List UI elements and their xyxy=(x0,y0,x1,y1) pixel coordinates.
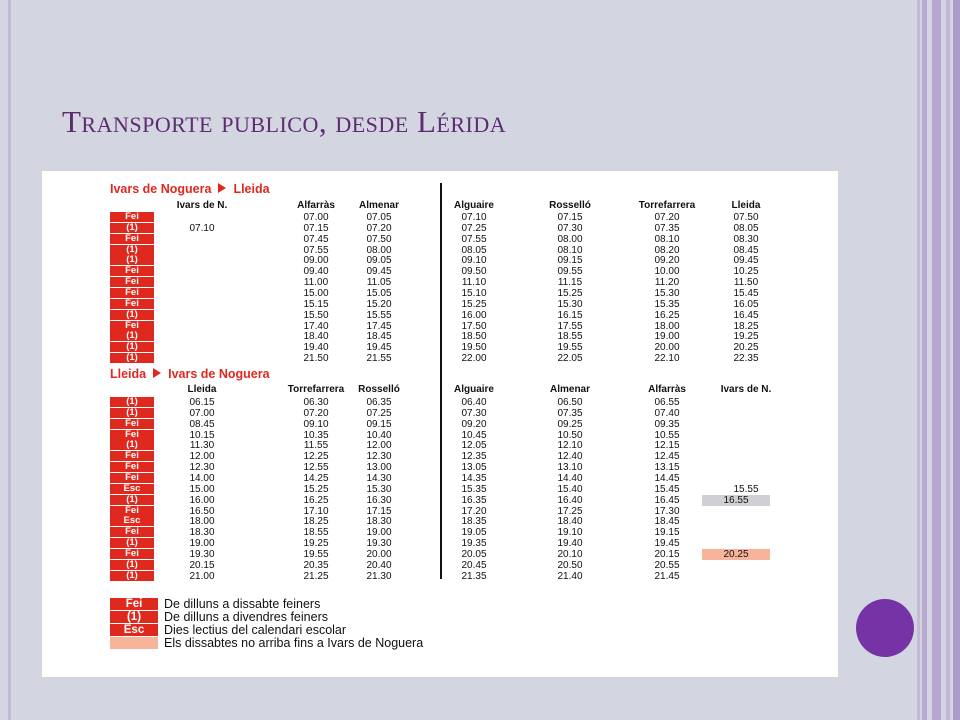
time-cell: 18.35 xyxy=(461,516,487,528)
time-cell: 16.35 xyxy=(461,494,487,506)
table-row xyxy=(42,299,838,310)
time-cell: 08.10 xyxy=(557,244,583,256)
column-header: Alguaire xyxy=(453,384,494,395)
time-cell: 09.20 xyxy=(461,418,487,430)
time-cell: 19.05 xyxy=(461,527,487,539)
column-header: Lleida xyxy=(187,384,217,395)
time-cell: 15.40 xyxy=(557,483,583,495)
time-cell: 15.35 xyxy=(461,483,487,495)
time-cell: 06.30 xyxy=(303,397,329,408)
time-cell: 16.25 xyxy=(654,309,680,321)
table-row xyxy=(42,440,838,451)
time-cell: 19.45 xyxy=(654,538,680,550)
time-cell: 18.50 xyxy=(461,331,487,343)
time-cell: 17.15 xyxy=(366,505,392,517)
table-row xyxy=(42,538,838,549)
time-cell: 19.40 xyxy=(303,342,329,354)
time-cell: 14.35 xyxy=(461,472,487,484)
table-row xyxy=(42,419,838,430)
time-cell: 16.25 xyxy=(303,494,329,506)
time-cell: 18.45 xyxy=(654,516,680,528)
time-cell: 11.30 xyxy=(189,440,215,452)
time-cell: 19.00 xyxy=(654,331,680,343)
time-cell: 07.50 xyxy=(733,212,759,223)
time-cell: 20.00 xyxy=(654,342,680,354)
time-cell: 14.00 xyxy=(189,472,215,484)
time-cell: 17.50 xyxy=(461,320,487,332)
time-cell: 07.25 xyxy=(366,407,392,419)
time-cell: 11.55 xyxy=(303,440,329,452)
time-cell: 15.25 xyxy=(461,298,487,310)
time-cell: 07.55 xyxy=(303,244,329,256)
time-cell: 12.10 xyxy=(557,440,583,452)
time-cell: 21.00 xyxy=(189,570,215,582)
time-cell: 16.05 xyxy=(733,298,759,310)
service-code-badge: Esc xyxy=(110,516,154,526)
table-row xyxy=(42,255,838,266)
time-cell: 08.05 xyxy=(733,222,759,234)
time-cell: 20.25 xyxy=(733,342,759,354)
column-header: Alguaire xyxy=(453,200,494,211)
time-cell: 19.10 xyxy=(557,527,583,539)
table-row xyxy=(42,353,838,364)
time-cell: 10.15 xyxy=(189,429,215,441)
time-cell: 15.00 xyxy=(189,483,215,495)
time-cell: 09.05 xyxy=(366,255,392,267)
table-row xyxy=(42,484,838,495)
table-row xyxy=(42,430,838,441)
time-cell: 11.50 xyxy=(733,277,759,289)
time-cell: 09.45 xyxy=(366,266,392,278)
slide-title: Transporte publico, desde Lérida xyxy=(62,104,507,139)
time-cell: 16.50 xyxy=(189,505,215,517)
time-cell: 11.05 xyxy=(366,277,392,289)
time-cell: 19.55 xyxy=(557,342,583,354)
column-header: Alfarràs xyxy=(648,384,686,395)
time-cell: 07.00 xyxy=(189,407,215,419)
time-cell: 12.25 xyxy=(303,451,329,463)
time-cell: 08.00 xyxy=(366,244,392,256)
time-cell: 12.45 xyxy=(654,451,680,463)
time-cell: 15.35 xyxy=(654,298,680,310)
time-cell: 09.40 xyxy=(303,266,329,278)
service-code-badge: (1) xyxy=(110,255,154,265)
time-cell: 10.45 xyxy=(461,429,487,441)
time-cell: 08.45 xyxy=(189,418,215,430)
time-cell: 12.00 xyxy=(366,440,392,452)
time-cell: 21.35 xyxy=(461,570,487,582)
time-cell: 07.10 xyxy=(189,222,215,234)
time-cell: 18.30 xyxy=(366,516,392,528)
column-header: Ivars de N. xyxy=(720,384,772,395)
column-header: Rosselló xyxy=(358,384,400,395)
time-cell: 20.00 xyxy=(366,548,392,560)
table-row xyxy=(42,223,838,234)
table-row xyxy=(42,560,838,571)
time-cell: 20.35 xyxy=(303,559,329,571)
time-cell: 20.10 xyxy=(557,548,583,560)
table-row xyxy=(42,451,838,462)
time-cell: 20.25 xyxy=(702,549,770,560)
time-cell: 07.30 xyxy=(461,407,487,419)
decorative-circle xyxy=(856,599,914,657)
time-cell: 12.15 xyxy=(654,440,680,452)
time-cell: 18.40 xyxy=(557,516,583,528)
time-cell: 10.35 xyxy=(303,429,329,441)
table-row xyxy=(42,234,838,245)
time-cell: 07.20 xyxy=(654,212,680,223)
column-header: Lleida xyxy=(731,200,761,211)
service-code-badge: (1) xyxy=(110,495,154,505)
timetable-image xyxy=(42,171,838,677)
time-cell: 10.40 xyxy=(366,429,392,441)
time-cell: 15.05 xyxy=(366,287,392,299)
legend-item: Els dissabtes no arriba fins a Ivars de Noguera xyxy=(110,637,423,649)
time-cell: 14.40 xyxy=(557,472,583,484)
time-cell: 18.30 xyxy=(189,527,215,539)
legend-item: (1) De dilluns a divendres feiners xyxy=(110,611,328,623)
table-row xyxy=(42,495,838,506)
service-code-badge: (1) xyxy=(110,331,154,341)
time-cell: 20.15 xyxy=(189,559,215,571)
time-cell: 19.55 xyxy=(303,548,329,560)
table-row xyxy=(42,408,838,419)
time-cell: 20.55 xyxy=(654,559,680,571)
time-cell: 16.30 xyxy=(366,494,392,506)
time-cell: 17.25 xyxy=(557,505,583,517)
time-cell: 18.25 xyxy=(303,516,329,528)
time-cell: 19.30 xyxy=(189,548,215,560)
section1-title: Ivars de Noguera Lleida xyxy=(110,182,270,196)
time-cell: 06.40 xyxy=(461,397,487,408)
time-cell: 22.00 xyxy=(461,353,487,365)
service-code-badge: Fei xyxy=(110,288,154,298)
table-row xyxy=(42,397,838,408)
time-cell: 18.40 xyxy=(303,331,329,343)
time-cell: 19.30 xyxy=(366,538,392,550)
service-code-badge: (1) xyxy=(110,560,154,570)
time-cell: 18.00 xyxy=(654,320,680,332)
service-code-badge: Fei xyxy=(110,299,154,309)
service-code-badge: (1) xyxy=(110,342,154,352)
time-cell: 10.25 xyxy=(733,266,759,278)
time-cell: 10.55 xyxy=(654,429,680,441)
time-cell: 10.50 xyxy=(557,429,583,441)
time-cell: 09.35 xyxy=(654,418,680,430)
time-cell: 19.40 xyxy=(557,538,583,550)
time-cell: 16.45 xyxy=(733,309,759,321)
time-cell: 18.55 xyxy=(557,331,583,343)
time-cell: 19.25 xyxy=(303,538,329,550)
time-cell: 17.40 xyxy=(303,320,329,332)
time-cell: 07.15 xyxy=(557,212,583,223)
time-cell: 11.10 xyxy=(461,277,487,289)
time-cell: 06.35 xyxy=(366,397,392,408)
table-row xyxy=(42,245,838,256)
service-code-badge: Fei xyxy=(110,419,154,429)
time-cell: 07.00 xyxy=(303,212,329,223)
time-cell: 09.45 xyxy=(733,255,759,267)
service-code-badge: (1) xyxy=(110,223,154,233)
time-cell: 06.55 xyxy=(654,397,680,408)
time-cell: 18.25 xyxy=(733,320,759,332)
time-cell: 12.35 xyxy=(461,451,487,463)
time-cell: 07.35 xyxy=(654,222,680,234)
service-code-badge: Fei xyxy=(110,527,154,537)
service-code-badge: Fei xyxy=(110,266,154,276)
time-cell: 07.30 xyxy=(557,222,583,234)
legend-item: Esc Dies lectius del calendari escolar xyxy=(110,624,346,636)
section2-title: Lleida Ivars de Noguera xyxy=(110,367,270,381)
time-cell: 07.50 xyxy=(366,233,392,245)
time-cell: 07.35 xyxy=(557,407,583,419)
time-cell: 09.10 xyxy=(303,418,329,430)
decorative-side-bars xyxy=(920,0,960,720)
time-cell: 07.20 xyxy=(366,222,392,234)
table-row xyxy=(42,266,838,277)
service-code-badge: (1) xyxy=(110,245,154,255)
time-cell: 19.00 xyxy=(189,538,215,550)
time-cell: 17.10 xyxy=(303,505,329,517)
time-cell: 09.25 xyxy=(557,418,583,430)
time-cell: 19.00 xyxy=(366,527,392,539)
time-cell: 16.45 xyxy=(654,494,680,506)
column-header: Torrefarrera xyxy=(287,384,345,395)
time-cell: 16.40 xyxy=(557,494,583,506)
time-cell: 13.00 xyxy=(366,462,392,474)
time-cell: 14.30 xyxy=(366,472,392,484)
time-cell: 11.00 xyxy=(303,277,329,289)
time-cell: 17.30 xyxy=(654,505,680,517)
time-cell: 16.00 xyxy=(189,494,215,506)
table-row xyxy=(42,516,838,527)
time-cell: 21.40 xyxy=(557,570,583,582)
time-cell: 07.20 xyxy=(303,407,329,419)
time-cell: 11.20 xyxy=(654,277,680,289)
column-header: Ivars de N. xyxy=(176,200,228,211)
table-row xyxy=(42,571,838,582)
service-code-badge: Fei xyxy=(110,549,154,559)
time-cell: 15.45 xyxy=(654,483,680,495)
table-row xyxy=(42,331,838,342)
table-row xyxy=(42,527,838,538)
time-cell: 08.20 xyxy=(654,244,680,256)
time-cell: 09.20 xyxy=(654,255,680,267)
time-cell: 17.20 xyxy=(461,505,487,517)
service-code-badge: Fei xyxy=(110,451,154,461)
time-cell: 15.30 xyxy=(654,287,680,299)
service-code-badge: (1) xyxy=(110,397,154,407)
time-cell: 11.15 xyxy=(557,277,583,289)
time-cell: 20.45 xyxy=(461,559,487,571)
time-cell: 21.30 xyxy=(366,570,392,582)
time-cell: 22.10 xyxy=(654,353,680,365)
time-cell: 07.05 xyxy=(366,212,392,223)
service-code-badge: Fei xyxy=(110,506,154,516)
service-code-badge: Fei xyxy=(110,212,154,222)
time-cell: 09.15 xyxy=(366,418,392,430)
time-cell: 15.15 xyxy=(303,298,329,310)
time-cell: 15.55 xyxy=(366,309,392,321)
table-row xyxy=(42,321,838,332)
time-cell: 07.15 xyxy=(303,222,329,234)
time-cell: 08.00 xyxy=(557,233,583,245)
table-row xyxy=(42,473,838,484)
service-code-badge: Fei xyxy=(110,321,154,331)
time-cell: 12.30 xyxy=(189,462,215,474)
time-cell: 20.15 xyxy=(654,548,680,560)
legend-item: Fei De dilluns a dissabte feiners xyxy=(110,598,320,610)
arrow-right-icon xyxy=(218,183,226,193)
table-row xyxy=(42,212,838,223)
time-cell: 09.55 xyxy=(557,266,583,278)
time-cell: 15.20 xyxy=(366,298,392,310)
time-cell: 12.00 xyxy=(189,451,215,463)
service-code-badge: Fei xyxy=(110,234,154,244)
time-cell: 21.50 xyxy=(303,353,329,365)
time-cell: 14.45 xyxy=(654,472,680,484)
time-cell: 19.25 xyxy=(733,331,759,343)
table-row xyxy=(42,506,838,517)
table-row xyxy=(42,277,838,288)
service-code-badge: Fei xyxy=(110,473,154,483)
service-code-badge: (1) xyxy=(110,408,154,418)
column-header: Torrefarrera xyxy=(638,200,696,211)
time-cell: 09.10 xyxy=(461,255,487,267)
time-cell: 21.25 xyxy=(303,570,329,582)
time-cell: 09.00 xyxy=(303,255,329,267)
time-cell: 15.55 xyxy=(733,483,759,495)
time-cell: 07.55 xyxy=(461,233,487,245)
arrow-right-icon xyxy=(153,368,161,378)
service-code-badge: Fei xyxy=(110,277,154,287)
time-cell: 17.45 xyxy=(366,320,392,332)
time-cell: 08.30 xyxy=(733,233,759,245)
time-cell: 19.35 xyxy=(461,538,487,550)
time-cell: 17.55 xyxy=(557,320,583,332)
time-cell: 18.00 xyxy=(189,516,215,528)
time-cell: 15.25 xyxy=(303,483,329,495)
time-cell: 08.10 xyxy=(654,233,680,245)
column-header: Rosselló xyxy=(549,200,591,211)
time-cell: 15.45 xyxy=(733,287,759,299)
time-cell: 08.05 xyxy=(461,244,487,256)
time-cell: 15.10 xyxy=(461,287,487,299)
time-cell: 21.45 xyxy=(654,570,680,582)
time-cell: 15.50 xyxy=(303,309,329,321)
time-cell: 13.15 xyxy=(654,462,680,474)
time-cell: 07.25 xyxy=(461,222,487,234)
table-row xyxy=(42,342,838,353)
service-code-badge: (1) xyxy=(110,538,154,548)
time-cell: 14.25 xyxy=(303,472,329,484)
time-cell: 22.35 xyxy=(733,353,759,365)
time-cell: 15.00 xyxy=(303,287,329,299)
service-code-badge: (1) xyxy=(110,440,154,450)
time-cell: 06.50 xyxy=(557,397,583,408)
column-header: Alfarràs xyxy=(297,200,335,211)
time-cell: 07.45 xyxy=(303,233,329,245)
service-code-badge: (1) xyxy=(110,310,154,320)
service-code-badge: (1) xyxy=(110,353,154,363)
time-cell: 20.40 xyxy=(366,559,392,571)
time-cell: 12.30 xyxy=(366,451,392,463)
time-cell: 22.05 xyxy=(557,353,583,365)
time-cell: 16.15 xyxy=(557,309,583,321)
time-cell: 16.00 xyxy=(461,309,487,321)
column-header: Almenar xyxy=(549,384,590,395)
time-cell: 18.45 xyxy=(366,331,392,343)
time-cell: 15.30 xyxy=(366,483,392,495)
time-cell: 07.40 xyxy=(654,407,680,419)
table-row xyxy=(42,288,838,299)
time-cell: 18.55 xyxy=(303,527,329,539)
time-cell: 19.15 xyxy=(654,527,680,539)
time-cell: 09.15 xyxy=(557,255,583,267)
time-cell: 12.05 xyxy=(461,440,487,452)
time-cell: 19.45 xyxy=(366,342,392,354)
time-cell: 12.55 xyxy=(303,462,329,474)
time-cell: 10.00 xyxy=(654,266,680,278)
time-cell: 13.10 xyxy=(557,462,583,474)
time-cell: 13.05 xyxy=(461,462,487,474)
time-cell: 09.50 xyxy=(461,266,487,278)
service-code-badge: (1) xyxy=(110,571,154,581)
service-code-badge: Esc xyxy=(110,484,154,494)
table-row xyxy=(42,462,838,473)
time-cell: 20.50 xyxy=(557,559,583,571)
table-row xyxy=(42,549,838,560)
service-code-badge: Fei xyxy=(110,430,154,440)
time-cell: 06.15 xyxy=(189,397,215,408)
time-cell: 08.45 xyxy=(733,244,759,256)
time-cell: 15.25 xyxy=(557,287,583,299)
time-cell: 20.05 xyxy=(461,548,487,560)
time-cell: 12.40 xyxy=(557,451,583,463)
table-row xyxy=(42,310,838,321)
service-code-badge: Fei xyxy=(110,462,154,472)
time-cell: 16.55 xyxy=(702,495,770,506)
time-cell: 07.10 xyxy=(461,212,487,223)
time-cell: 15.30 xyxy=(557,298,583,310)
time-cell: 19.50 xyxy=(461,342,487,354)
column-header: Almenar xyxy=(358,200,399,211)
time-cell: 21.55 xyxy=(366,353,392,365)
